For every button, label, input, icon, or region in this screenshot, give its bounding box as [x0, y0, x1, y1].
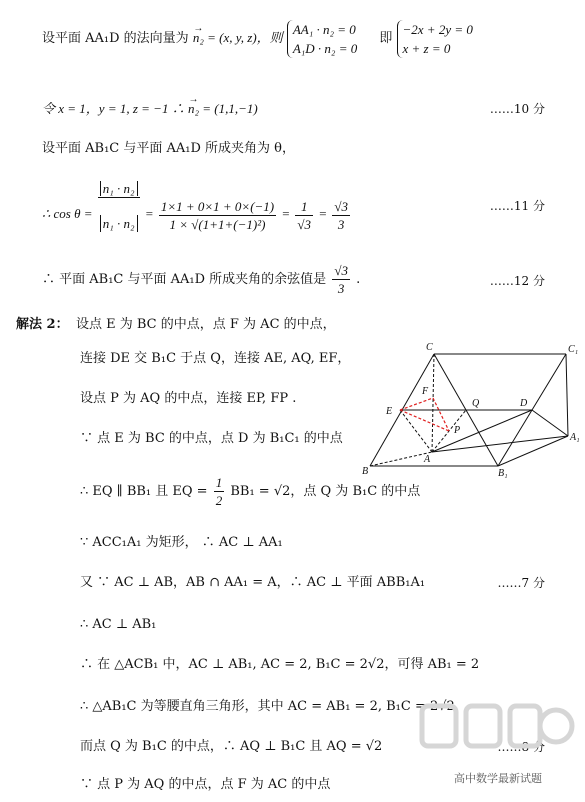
edge-b-a — [370, 452, 432, 466]
text: = (1,1,−1) — [198, 101, 258, 116]
solution-line: ∴ △AB₁C 为等腰直角三角形，其中 AC = AB₁ = 2, B₁C = 2√2 — [80, 699, 455, 714]
edge-c1-a1 — [566, 354, 568, 436]
solution-line: 设点 P 为 AQ 的中点，连接 EP, FP . — [80, 391, 297, 406]
denominator: n₁ · n₂ — [100, 215, 138, 232]
label-c: C — [426, 342, 433, 353]
label-b1: B₁ — [498, 468, 508, 479]
edge-c-a — [432, 354, 434, 452]
solution-line: 设点 E 为 BC 的中点，点 F 为 AC 的中点， — [76, 317, 336, 332]
denominator: 3 — [337, 281, 345, 296]
set-values-line — [42, 100, 258, 118]
fraction — [98, 180, 140, 250]
text: BB₁ = √2，点 Q 为 B₁C 的中点 — [230, 484, 421, 499]
solution-line: ∵ 点 P 为 AQ 的中点，点 F 为 AC 的中点 — [80, 777, 331, 792]
conclusion-line — [42, 258, 360, 302]
solution-line: ∴ AC ⊥ AB₁ — [80, 617, 157, 632]
equation: x + z = 0 — [402, 40, 451, 56]
text: ∴ 平面 AB₁C 与平面 AA₁D 所成夹角的余弦值是 — [42, 272, 327, 287]
score-marker: ……11 分 — [489, 199, 545, 213]
denominator: 1 × √(1+1+(−1)²) — [169, 216, 266, 232]
segment-f-p — [433, 398, 449, 431]
equation: A₁D · n₂ = 0 — [292, 40, 358, 56]
angle-definition-line: 设平面 AB₁C 与平面 AA₁D 所成夹角为 θ， — [42, 141, 295, 156]
cos-theta-line: ∴ cos θ = $\frac{\text{n₁ · n₂}}{\text{n₁ · n₂}}$ = $\frac{1\times 1 + 0\times 1 + 0\times(-1)}{\text{1 × √(1+1+(−1)²)}}$ = $\frac{1}{√3}$ = $\frac{√3}{3}$ — [42, 180, 352, 250]
segment-d-a1 — [532, 410, 568, 436]
text: 即 — [379, 31, 393, 46]
label-a1: A₁ — [570, 432, 580, 443]
solution-line: ∵ 点 E 为 BC 的中点，点 D 为 B₁C₁ 的中点 — [80, 431, 343, 446]
label-d: D — [520, 398, 528, 409]
fraction — [159, 198, 276, 233]
vector-n2: → n₂ — [193, 16, 204, 60]
label-b: B — [362, 466, 369, 477]
numerator: 1×1 + 0×1 + 0×(−1) — [160, 198, 275, 214]
score-marker: ……10 分 — [489, 102, 545, 116]
fraction — [332, 198, 350, 233]
denominator: 2 — [215, 493, 223, 508]
solution-line: ∵ ACC₁A₁ 为矩形， ∴ AC ⊥ AA₁ — [80, 535, 283, 550]
solution-line: ∴ 在 △ACB₁ 中，AC ⊥ AB₁, AC = 2, B₁C = 2√2，可得 AB₁ = 2 — [80, 657, 480, 672]
segment-e-p — [400, 410, 449, 431]
text: ∴ EQ ∥ BB₁ 且 EQ = — [80, 484, 208, 499]
score-marker: ……12 分 — [489, 274, 545, 288]
text: . — [356, 272, 361, 287]
solution-line: 连接 DE 交 B₁C 于点 Q，连接 AE, AQ, EF， — [80, 351, 351, 366]
numerator: √3 — [334, 198, 348, 214]
fraction — [214, 474, 225, 509]
denominator: 3 — [337, 216, 345, 232]
label-e: E — [386, 406, 393, 417]
text: 设平面 AA₁D 的法向量为 — [42, 31, 189, 46]
numerator: n₁ · n₂ — [100, 181, 138, 196]
fraction — [295, 198, 313, 233]
equation-system-1 — [287, 20, 357, 58]
label-c1: C₁ — [568, 344, 579, 355]
label-p: P — [454, 425, 461, 436]
label-q: Q — [472, 398, 480, 409]
numerator: √3 — [334, 263, 348, 278]
solution-2-label: 解法 2： — [16, 317, 69, 332]
equation: AA₁ · n₂ = 0 — [292, 21, 356, 37]
equation: −2x + 2y = 0 — [402, 21, 473, 37]
score-marker: ……8 分 — [497, 740, 545, 754]
edge-a-a1 — [432, 436, 568, 452]
watermark-caption: 高中数学最新试题 — [454, 772, 542, 785]
score-marker: ……7 分 — [497, 576, 545, 590]
normal-vector-line — [42, 16, 473, 61]
text: = (x, y, z)，则 — [203, 30, 283, 45]
text: 令 x = 1，y = 1, z = −1 ∴ — [42, 101, 188, 116]
prism-figure — [360, 340, 582, 480]
equation-system-2 — [397, 20, 473, 58]
label-f: F — [422, 386, 429, 397]
watermark-glyphs — [418, 700, 578, 770]
label-a: A — [424, 454, 431, 465]
numerator: 1 — [295, 198, 313, 216]
numerator: 1 — [215, 475, 223, 490]
solution-line: 又 ∵ AC ⊥ AB，AB ∩ AA₁ = A，∴ AC ⊥ 平面 ABB₁A₁ — [80, 575, 426, 590]
solution-line: 而点 Q 为 B₁C 的中点，∴ AQ ⊥ B₁C 且 AQ = √2 — [80, 739, 383, 754]
watermark-logo — [418, 700, 578, 796]
text: ∴ cos θ = — [42, 205, 93, 221]
denominator: √3 — [297, 216, 312, 232]
fraction — [332, 262, 350, 297]
vector-n2: → n₂ — [188, 100, 199, 118]
